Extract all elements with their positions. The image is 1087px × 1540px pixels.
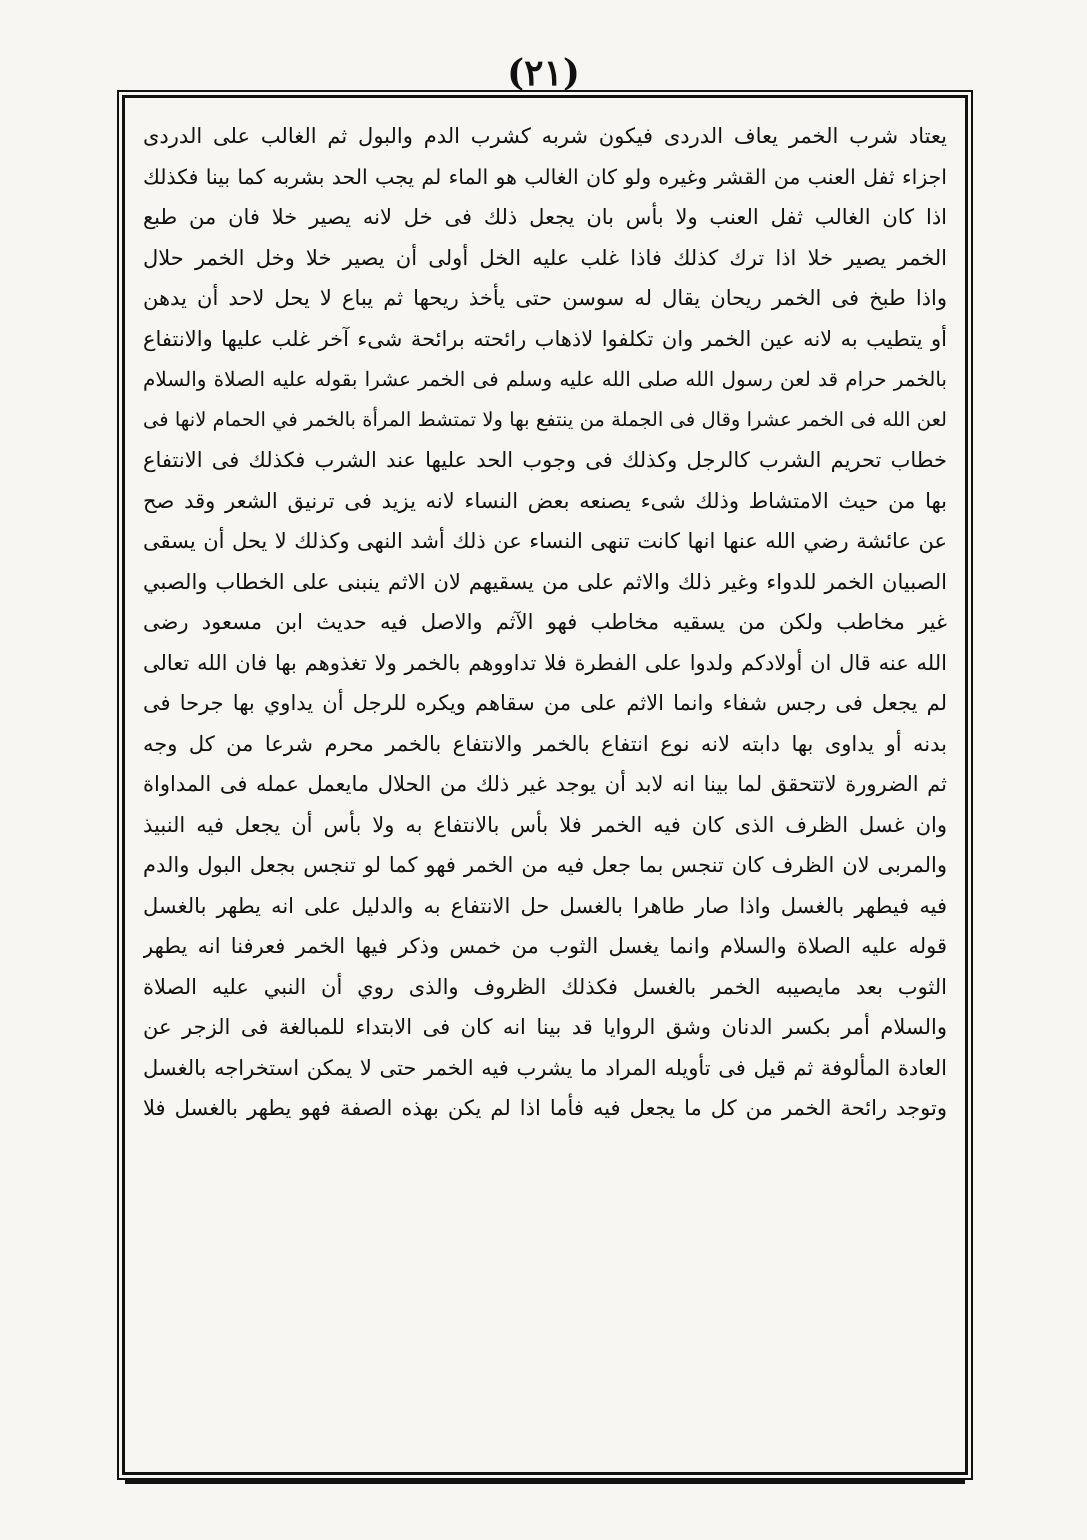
text-line: يعتاد شرب الخمر يعاف الدردى فيكون شربه كشرب الدم والبول ثم الغالب على الدردى <box>143 124 947 148</box>
text-line: وتوجد رائحة الخمر من كل ما يجعل فيه فأما اذا لم يكن بهذه الصفة فهو يطهر بالغسل فلا <box>143 1096 947 1120</box>
text-line: خطاب تحريم الشرب كالرجل وكذلك فى وجوب الحد عليها عند الشرب فكذلك فى الانتفاع <box>143 448 947 472</box>
text-line: بدنه أو يداوى بها دابته لانه نوع انتفاع بالخمر والانتفاع بالخمر محرم شرعا من كل وجه <box>143 731 947 756</box>
text-line: واذا طبخ فى الخمر ريحان يقال له سوسن حتى يأخذ ريحها ثم يباع لا يحل لاحد أن يدهن <box>143 286 947 310</box>
text-line: الثوب بعد مايصيبه الخمر بالغسل فكذلك الظروف والذى روي أن النبي عليه الصلاة <box>143 974 947 999</box>
body-text <box>143 116 947 1462</box>
text-line: اجزاء ثفل العنب من القشر وغيره ولو كان الغالب هو الماء لم يجب الحد بشربه كما بينا فكذلك <box>143 164 947 189</box>
text-line: الله عنه قال ان أولادكم ولدوا على الفطرة فلا تداووهم بالخمر ولا تغذوهم بها فان الله تعالى <box>143 650 947 675</box>
text-line: غير مخاطب ولكن من يسقيه مخاطب فهو الآثم والاصل فيه حديث ابن مسعود رضى <box>143 610 947 634</box>
text-line: عن عائشة رضي الله عنها انها كانت تنهى النساء عن ذلك أشد النهى وكذلك لا يحل أن يسقى <box>143 529 947 553</box>
text-frame <box>122 95 968 1475</box>
text-line: قوله عليه الصلاة والسلام وانما يغسل الثوب من خمس وذكر فيها الخمر فعرفنا انه يطهر <box>143 934 947 958</box>
text-line: والسلام أمر بكسر الدنان وشق الروايا قد بينا انه كان فى الابتداء للمبالغة فى الزجر عن <box>143 1015 947 1039</box>
text-line: الصبيان الخمر للدواء وغير ذلك والاثم على من يسقيهم لان الاثم ينبنى على الخطاب والصبي <box>143 569 947 594</box>
text-line: ثم الضرورة لاتتحقق لما بينا انه لابد أن يوجد غير ذلك من الحلال مايعمل عمله فى المداواة <box>143 772 947 796</box>
text-line: والمربى لان الظرف كان تنجس بما جعل فيه من الخمر فهو كما لو تنجس بجعل البول والدم <box>143 853 947 877</box>
text-line: لعن الله فى الخمر عشرا وقال فى الجملة من ينتفع بها ولا تمتشط المرأة بالخمر في الحمام لانها فى <box>143 407 947 431</box>
text-line: فيه فيطهر بالغسل واذا صار طاهرا بالغسل حل الانتفاع به والدليل على انه يطهر بالغسل <box>143 893 947 918</box>
text-line: بالخمر حرام قد لعن رسول الله صلى الله عليه وسلم فى الخمر عشرا بقوله عليه الصلاة والسلام <box>143 367 947 391</box>
text-line: وان غسل الظرف الذى كان فيه الخمر فلا بأس بالانتفاع به ولا بأس أن يجعل فيه النبيذ <box>143 812 947 837</box>
text-line: العادة المألوفة ثم قيل فى تأويله المراد ما يشرب فيه الخمر حتى لا يمكن استخراجه بالغسل <box>143 1055 947 1080</box>
text-line: الخمر يصير خلا اذا ترك كذلك فاذا غلب عليه الخل أولى أن يصير خلا وخل الخمر حلال <box>143 245 947 270</box>
text-line: لم يجعل فى رجس شفاء وانما الاثم على من سقاهم ويكره للرجل أن يداوي بها جرحا فى <box>143 691 947 715</box>
text-line: أو يتطيب به لانه عين الخمر وان تكلفوا لاذهاب رائحته برائحة شىء آخر غلب عليها والانتفاع <box>143 326 947 351</box>
text-line: اذا كان الغالب ثفل العنب ولا بأس بان يجعل ذلك فى خل لانه يصير خلا فان من طبع <box>143 205 947 229</box>
text-line: بها من حيث الامتشاط وذلك شىء يصنعه بعض النساء لانه يزيد فى ترنيق الشعر وقد صح <box>143 488 947 513</box>
page-number: (٢١) <box>507 52 580 94</box>
